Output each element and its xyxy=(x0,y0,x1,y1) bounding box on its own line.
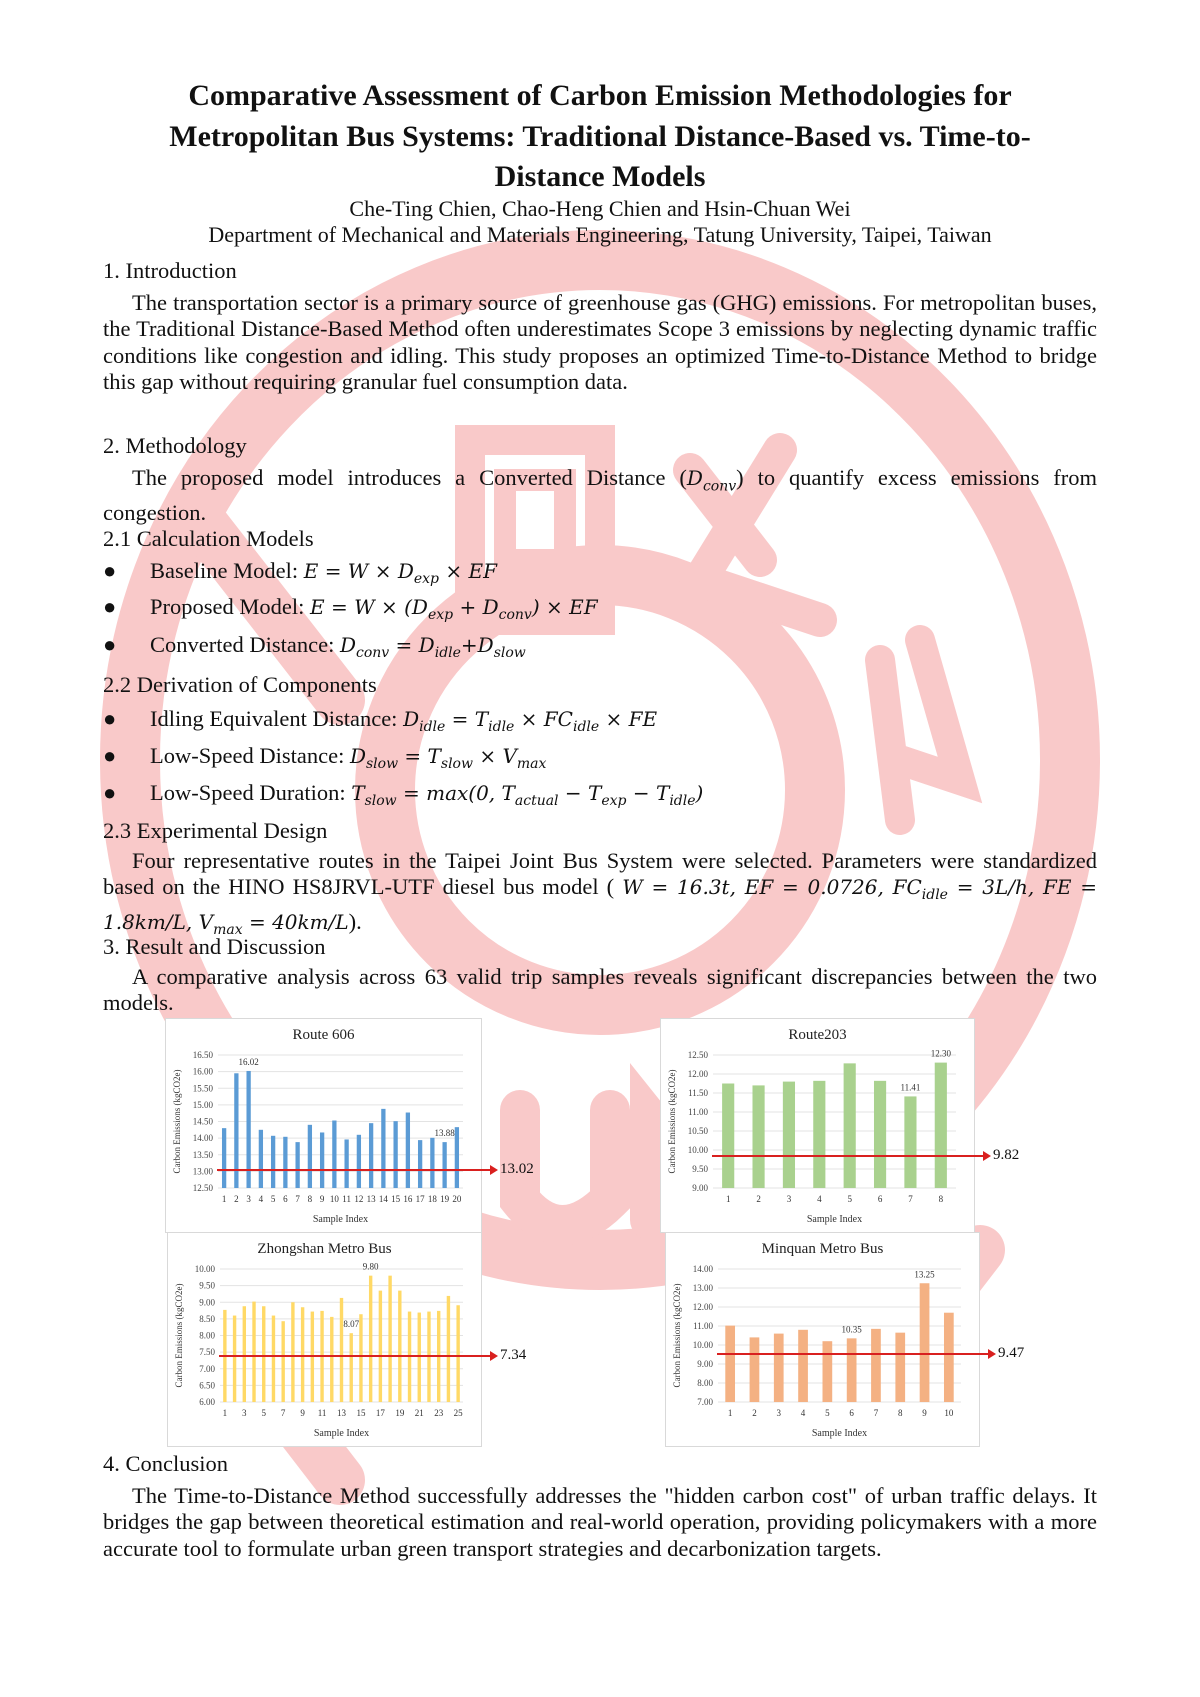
svg-text:13.00: 13.00 xyxy=(692,1283,713,1293)
svg-text:6.50: 6.50 xyxy=(199,1380,215,1391)
svg-text:Zhongshan Metro Bus: Zhongshan Metro Bus xyxy=(257,1241,392,1257)
svg-text:Sample Index: Sample Index xyxy=(312,1214,369,1225)
svg-text:1: 1 xyxy=(221,1194,227,1204)
svg-text:7.00: 7.00 xyxy=(697,1397,713,1407)
svg-text:14.50: 14.50 xyxy=(192,1116,213,1127)
svg-text:10.00: 10.00 xyxy=(194,1264,215,1274)
svg-text:2: 2 xyxy=(756,1194,761,1204)
author-block xyxy=(103,196,1097,248)
svg-text:7: 7 xyxy=(908,1194,913,1204)
chart-zhongshan-metro-bus xyxy=(167,1232,482,1447)
svg-text:14: 14 xyxy=(378,1194,388,1204)
heading-introduction: 1. Introduction xyxy=(103,258,237,283)
svg-text:7: 7 xyxy=(873,1408,879,1418)
svg-text:8.00: 8.00 xyxy=(697,1378,713,1388)
svg-text:11.00: 11.00 xyxy=(693,1321,713,1331)
results-text: A comparative analysis across 63 valid trip samples reveals significant discrepancies between the two models. xyxy=(103,964,1097,1016)
svg-text:12.50: 12.50 xyxy=(687,1050,708,1060)
svg-text:12.00: 12.00 xyxy=(687,1069,708,1079)
baseline-label-zhongshan: 7.34 xyxy=(500,1347,527,1364)
svg-text:10.35: 10.35 xyxy=(841,1324,862,1335)
svg-text:15.00: 15.00 xyxy=(192,1099,213,1110)
svg-text:9: 9 xyxy=(922,1408,927,1418)
svg-text:5: 5 xyxy=(847,1194,852,1204)
heading-derivation: 2.2 Derivation of Components xyxy=(103,672,377,697)
svg-text:10.00: 10.00 xyxy=(687,1145,708,1155)
svg-text:10: 10 xyxy=(944,1408,954,1418)
chart-route-203 xyxy=(660,1018,975,1233)
svg-text:5: 5 xyxy=(270,1194,276,1204)
svg-text:15: 15 xyxy=(391,1194,401,1204)
svg-text:12.00: 12.00 xyxy=(692,1302,713,1312)
svg-text:Carbon Emissions (kgCO2e): Carbon Emissions (kgCO2e) xyxy=(174,1283,184,1388)
svg-text:3: 3 xyxy=(786,1194,792,1204)
svg-text:13: 13 xyxy=(337,1408,346,1418)
svg-text:Minquan Metro Bus: Minquan Metro Bus xyxy=(761,1241,884,1257)
svg-text:25: 25 xyxy=(453,1408,463,1418)
svg-text:11.50: 11.50 xyxy=(688,1088,708,1098)
svg-text:Sample Index: Sample Index xyxy=(806,1214,863,1225)
svg-text:16.02: 16.02 xyxy=(238,1056,259,1067)
methodology-text: The proposed model introduces a Converted Distance $(D_{conv})$ to quantify excess emissions from congestion. xyxy=(103,465,1097,525)
svg-text:6: 6 xyxy=(849,1408,854,1418)
svg-text:8.07: 8.07 xyxy=(343,1319,360,1330)
svg-text:9: 9 xyxy=(319,1194,325,1204)
svg-text:20: 20 xyxy=(452,1194,462,1204)
svg-text:13: 13 xyxy=(366,1194,376,1204)
svg-text:3: 3 xyxy=(246,1194,251,1204)
svg-text:12.30: 12.30 xyxy=(930,1048,951,1059)
svg-text:8.50: 8.50 xyxy=(199,1313,215,1324)
svg-text:9.00: 9.00 xyxy=(692,1183,708,1193)
baseline-arrow xyxy=(217,1169,492,1171)
svg-text:Carbon Emissions (kgCO2e): Carbon Emissions (kgCO2e) xyxy=(672,1283,682,1388)
svg-text:16.00: 16.00 xyxy=(192,1066,213,1077)
svg-text:21: 21 xyxy=(414,1408,424,1418)
svg-text:9.00: 9.00 xyxy=(199,1297,215,1308)
heading-calculation-models: 2.1 Calculation Models xyxy=(103,526,314,551)
svg-text:6: 6 xyxy=(283,1194,288,1204)
svg-text:1: 1 xyxy=(727,1408,733,1418)
svg-text:19: 19 xyxy=(440,1194,450,1204)
svg-text:9.00: 9.00 xyxy=(697,1359,713,1369)
svg-text:10: 10 xyxy=(329,1194,339,1204)
svg-text:8: 8 xyxy=(307,1194,313,1204)
svg-text:Route 606: Route 606 xyxy=(292,1027,355,1043)
svg-text:4: 4 xyxy=(258,1194,264,1204)
svg-text:9: 9 xyxy=(300,1408,305,1418)
chart-minquan-metro-bus xyxy=(665,1232,980,1447)
svg-text:7.50: 7.50 xyxy=(199,1347,215,1358)
baseline-label-minquan: 9.47 xyxy=(998,1345,1025,1362)
svg-text:Route203: Route203 xyxy=(788,1027,847,1043)
baseline-arrow xyxy=(219,1355,492,1357)
svg-text:2: 2 xyxy=(234,1194,239,1204)
heading-methodology: 2. Methodology xyxy=(103,433,247,458)
svg-text:11.00: 11.00 xyxy=(688,1107,708,1117)
svg-text:10.00: 10.00 xyxy=(692,1340,713,1350)
svg-text:16: 16 xyxy=(403,1194,413,1204)
svg-text:9.50: 9.50 xyxy=(692,1164,708,1174)
svg-text:23: 23 xyxy=(434,1408,444,1418)
svg-text:2: 2 xyxy=(752,1408,757,1418)
svg-text:8: 8 xyxy=(898,1408,903,1418)
svg-text:13.88: 13.88 xyxy=(434,1128,455,1139)
baseline-arrow xyxy=(717,1353,990,1355)
chart-route-606 xyxy=(165,1018,482,1233)
authors: Che-Ting Chien, Chao-Heng Chien and Hsin-Chuan Wei xyxy=(349,196,851,221)
svg-text:1: 1 xyxy=(725,1194,731,1204)
baseline-arrow xyxy=(712,1155,985,1157)
bullet-low-speed-duration: ● Low-Speed Duration: $T_{slow} = \max(0$, $T_{actual} - T_{exp} - T_{idle}$) xyxy=(103,780,704,809)
svg-text:4: 4 xyxy=(800,1408,806,1418)
svg-text:13.00: 13.00 xyxy=(192,1166,213,1177)
svg-text:11: 11 xyxy=(342,1194,351,1204)
baseline-label-route-203: 9.82 xyxy=(993,1146,1020,1163)
svg-text:5: 5 xyxy=(825,1408,830,1418)
svg-text:19: 19 xyxy=(395,1408,405,1418)
svg-text:12.50: 12.50 xyxy=(192,1183,213,1193)
experimental-design-text: Four representative routes in the Taipei Joint Bus System were selected. Parameters were standardized based on the HINO HS8JRVL-UTF diesel bus model ( W = 16.3t, EF = 0.0726, $FC_{idle} = 3L/h$, FE = 1.8km/L, $V_{max} = 40km/L$). xyxy=(103,848,1097,938)
svg-text:12: 12 xyxy=(354,1194,364,1204)
svg-text:17: 17 xyxy=(375,1408,385,1418)
introduction-text: The transportation sector is a primary source of greenhouse gas (GHG) emissions. For metropolitan buses, the Traditional Distance-Based Method often underestimates Scope 3 emissions by neglecting dynamic traffic conditions like congestion and idling. This study proposes an optimized Time-to-Distance Method to bridge this gap without requiring granular fuel consumption data. xyxy=(103,290,1097,394)
svg-text:1: 1 xyxy=(222,1408,228,1418)
svg-text:14.00: 14.00 xyxy=(192,1133,213,1144)
svg-text:7.00: 7.00 xyxy=(199,1363,215,1374)
svg-text:16.50: 16.50 xyxy=(192,1050,213,1060)
bullet-low-speed-distance: ● Low-Speed Distance: $D_{slow} = T_{slow} \times V_{max}$ xyxy=(103,743,547,772)
conclusion-text: The Time-to-Distance Method successfully addresses the "hidden carbon cost" of urban traffic delays. It bridges the gap between theoretical estimation and real-world operation, providing policymakers with a more accurate tool to formulate urban green transport strategies and decarbonization targets. xyxy=(103,1483,1097,1561)
svg-text:14.00: 14.00 xyxy=(692,1264,713,1274)
svg-text:10.50: 10.50 xyxy=(687,1126,708,1136)
svg-text:3: 3 xyxy=(242,1408,247,1418)
bullet-idling-distance: ● Idling Equivalent Distance: $D_{idle} = T_{idle} \times FC_{idle}$ × FE xyxy=(103,706,658,735)
heading-conclusion: 4. Conclusion xyxy=(103,1451,229,1476)
svg-text:6: 6 xyxy=(877,1194,883,1204)
bullet-converted-distance: ● Converted Distance: $D_{conv} = D_{idle}+D_{slow}$ xyxy=(103,632,526,661)
svg-text:9.80: 9.80 xyxy=(362,1261,379,1272)
svg-text:5: 5 xyxy=(261,1408,266,1418)
bullet-baseline-model: ● Baseline Model: $E = W \times D_{exp}$ × EF xyxy=(103,558,497,587)
paper-title: Comparative Assessment of Carbon Emission Methodologies for Metropolitan Bus Systems: Traditional Distance-Based vs. Time-to- Distance Models xyxy=(169,79,1031,193)
heading-results: 3. Result and Discussion xyxy=(103,934,326,959)
svg-text:4: 4 xyxy=(817,1194,822,1204)
svg-text:Sample Index: Sample Index xyxy=(313,1428,370,1439)
bullet-proposed-model: ● Proposed Model: $E = W \times (D_{exp} + D_{conv})$ × EF xyxy=(103,594,598,623)
svg-text:9.50: 9.50 xyxy=(199,1280,215,1291)
svg-text:7: 7 xyxy=(280,1408,286,1418)
svg-text:3: 3 xyxy=(776,1408,781,1418)
svg-text:13.25: 13.25 xyxy=(914,1269,935,1280)
affiliation: Department of Mechanical and Materials Engineering, Tatung University, Taipei, Taiwan xyxy=(208,222,992,247)
svg-text:17: 17 xyxy=(415,1194,425,1204)
svg-text:11: 11 xyxy=(317,1408,327,1418)
svg-text:Carbon Emissions (kgCO2e): Carbon Emissions (kgCO2e) xyxy=(172,1069,182,1174)
svg-text:13.50: 13.50 xyxy=(192,1149,213,1160)
baseline-label-route-606: 13.02 xyxy=(500,1160,534,1177)
svg-text:8.00: 8.00 xyxy=(199,1330,215,1341)
svg-text:7: 7 xyxy=(295,1194,300,1204)
svg-text:8: 8 xyxy=(938,1194,944,1204)
svg-text:15.50: 15.50 xyxy=(192,1083,213,1094)
svg-text:Sample Index: Sample Index xyxy=(811,1428,868,1439)
svg-text:15: 15 xyxy=(356,1408,366,1418)
heading-experimental-design: 2.3 Experimental Design xyxy=(103,818,328,843)
svg-text:Carbon Emissions (kgCO2e): Carbon Emissions (kgCO2e) xyxy=(667,1069,677,1174)
svg-text:6.00: 6.00 xyxy=(199,1397,215,1407)
svg-text:18: 18 xyxy=(427,1194,437,1204)
svg-text:11.41: 11.41 xyxy=(900,1082,921,1093)
